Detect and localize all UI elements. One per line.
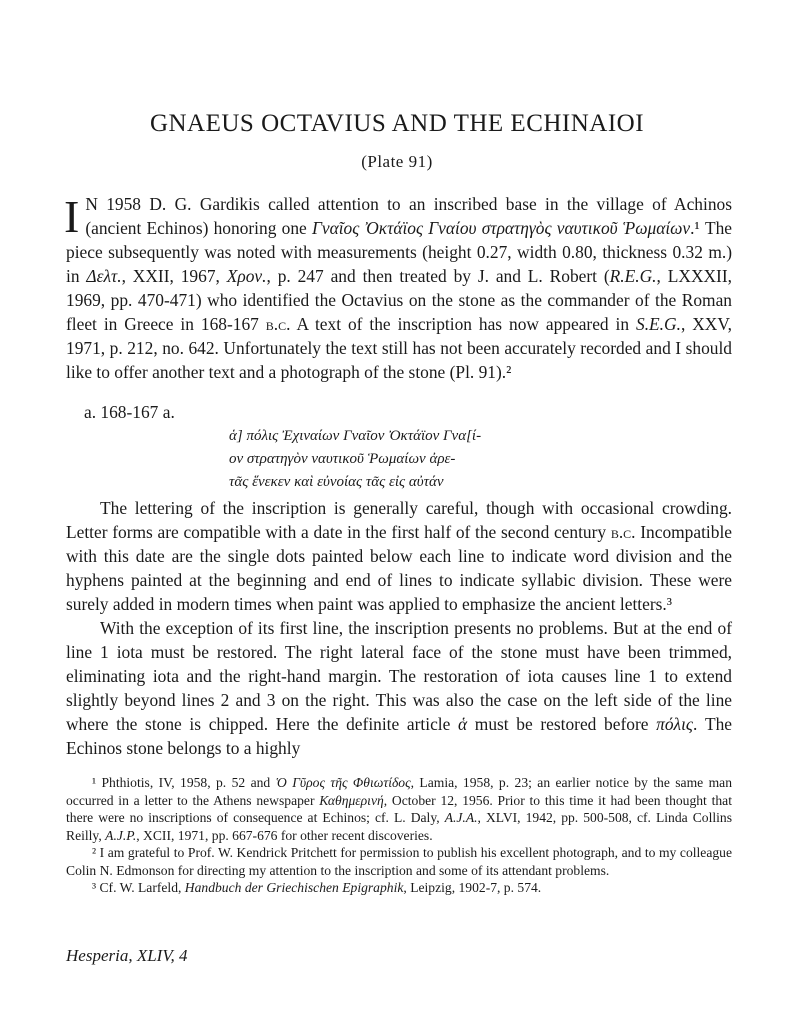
text-run: ¹ Phthiotis, IV, 1958, p. 52 and xyxy=(92,775,276,790)
text-run: , Lamia, 1958, p. 23; an earlier notice by the same man occurred in a letter to the Athens newspaper xyxy=(66,775,732,808)
drop-cap: I xyxy=(64,191,80,242)
footnote-3 xyxy=(66,879,732,897)
text-run: The lettering of the inscription is generally careful, though with occasional crowding. Letter forms are compatible with a date in the first half of the second century xyxy=(66,498,732,542)
text-run: must be restored before xyxy=(467,714,657,734)
article-title: GNAEUS OCTAVIUS AND THE ECHINAIOI xyxy=(149,110,645,137)
text-run: With the exception of its first line, the inscription presents no problems. But at the end of line 1 iota must be restored. The right lateral face of the stone must have been trimmed, eliminating iota and the right-hand margin. The restoration of iota causes line 1 to extend slightly beyond lines 2 and 3 on the right. This was also the case on the left side of the line where the stone is chipped. Here the definite article xyxy=(66,618,732,734)
inscription-line: ἁ] πόλις Ἐχιναίων Γναῖον Ὀκτάϊον Γνα[ί- xyxy=(229,428,482,444)
text-run: , XCII, 1971, pp. 667-676 for other recent discoveries. xyxy=(136,827,433,843)
discussion-section xyxy=(66,496,732,760)
inscription-line: ον στρατηγὸν ναυτικοῦ Ῥωμαίων ἀρε- xyxy=(229,451,456,467)
intro-seg: S.E.G. xyxy=(636,314,681,334)
text-run: , October 12, 1956. Prior to this time it had been thought that there were no inscriptions of consequence at Echinos; cf. L. Daly, xyxy=(66,792,732,825)
discussion-paragraph-1 xyxy=(66,496,732,616)
inscription-heading: a. 168-167 a. xyxy=(84,402,175,422)
footnotes xyxy=(66,774,732,897)
intro-text-3: , XXII, 1967, xyxy=(121,266,227,286)
plate-reference xyxy=(0,152,794,172)
text-run: , XLVI, 1942, pp. 500-508, cf. Linda Collins Reilly, xyxy=(66,810,732,843)
footnote-2: ² I am grateful to Prof. W. Kendrick Pritchett for permission to publish his excellent photograph, and to my colleague Colin N. Edmonson for directing my attention to the inscription and some of its attendant problems. xyxy=(66,845,732,878)
greek-title: Ὁ Γῦρος τῆς Φθιωτίδος xyxy=(275,775,411,790)
intro-delt: Δελτ. xyxy=(86,266,122,286)
intro-text-5: , LXXXII, 1969, pp. 470-471) who identified the Octavius on the stone as the commander of the Roman fleet in Greece in 168-167 xyxy=(66,266,732,334)
intro-greek-honor: Γναῖος Ὀκτάϊος Γναίου στρατηγὸς ναυτικοῦ Ῥωμαίων xyxy=(311,218,691,238)
journal-abbrev: A.J.A. xyxy=(444,810,478,825)
footnote-1 xyxy=(66,774,732,844)
text-run: . The Echinos stone belongs to a highly xyxy=(66,714,733,758)
inscription-text xyxy=(229,425,599,494)
newspaper-name: Καθημερινή xyxy=(319,792,384,808)
book-title: Handbuch der Griechischen Epigraphik xyxy=(184,880,404,895)
journal-footer: Hesperia, XLIV, 4 xyxy=(66,946,188,965)
journal-abbrev: A.J.P. xyxy=(105,827,137,843)
plate-label: (Plate 91) xyxy=(361,152,433,171)
intro-paragraph xyxy=(66,192,732,384)
text-run: Incompatible with this date are the single dots painted below each line to indicate word division and the hyphens painted at the beginning and end of lines to indicate syllabic division. These were surely added in modern times when paint was applied to emphasize the ancient letters.³ xyxy=(66,522,732,614)
text-run: ³ Cf. W. Larfeld, xyxy=(92,880,185,895)
intro-text-4: , p. 247 and then treated by J. and L. Robert ( xyxy=(266,266,610,286)
greek-article: ἁ xyxy=(458,714,468,734)
intro-text-6: A text of the inscription has now appeared in xyxy=(290,314,637,334)
bc-abbrev: b.c. xyxy=(610,522,636,542)
intro-reg: R.E.G. xyxy=(609,266,657,286)
intro-text-1: N 1958 D. G. Gardikis called attention to an inscribed base in the village of Achinos (ancient Echinos) honoring one xyxy=(85,194,732,238)
text-run: , Leipzig, 1902-7, p. 574. xyxy=(403,880,542,895)
intro-bc: b.c. xyxy=(265,314,291,334)
intro-chron: Χρον. xyxy=(226,266,267,286)
greek-polis: πόλις xyxy=(656,714,693,734)
intro-text-7: , XXV, 1971, p. 212, no. 642. Unfortunately the text still has not been accurately recorded and I should like to offer another text and a photograph of the stone (Pl. 91).² xyxy=(66,314,732,382)
discussion-paragraph-2 xyxy=(66,616,732,760)
inscription-line: τᾶς ἕνεκεν καὶ εὐνοίας τᾶς εἰς αὐτάν xyxy=(229,474,444,490)
intro-text-2: .¹ The piece subsequently was noted with measurements (height 0.27, width 0.80, thickness 0.32 m.) in xyxy=(66,218,732,286)
